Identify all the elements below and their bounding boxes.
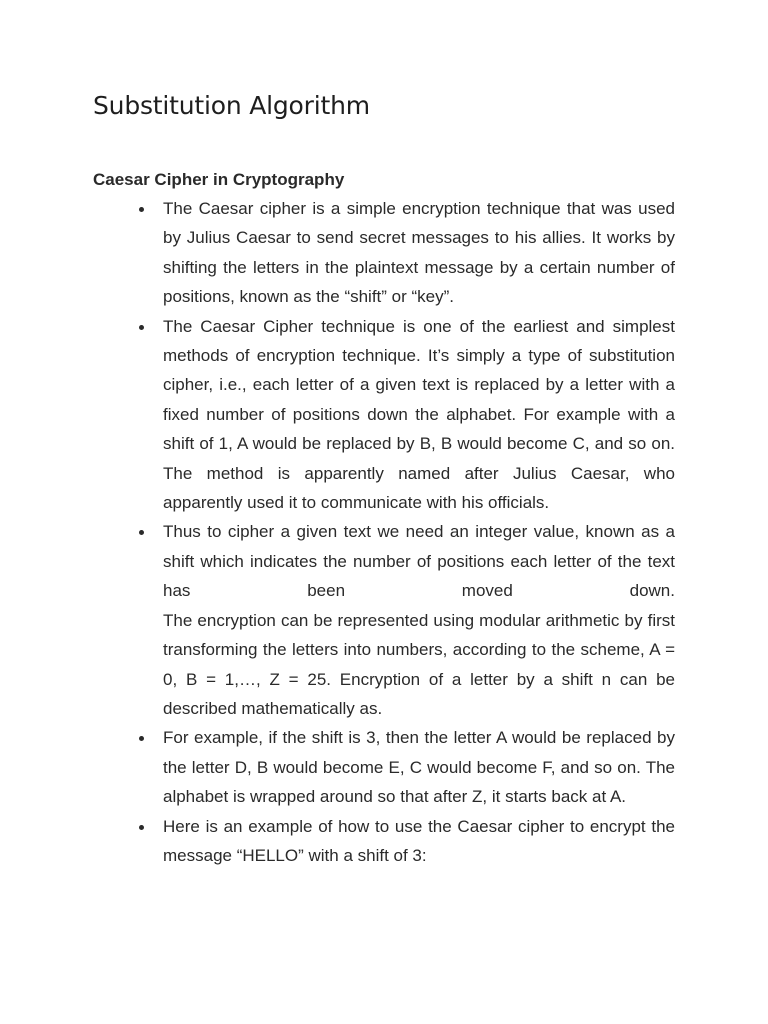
- bullet-icon: [139, 825, 144, 830]
- bullet-text-continued: The encryption can be represented using modular arithmetic by first transforming the letters into numbers, according to the scheme, A = 0, B = 1,…, Z = 25. Encryption of a letter by a shift n can be described mathematically as.: [163, 610, 675, 718]
- bullet-text: For example, if the shift is 3, then the letter A would be replaced by the letter D, B would become E, C would become F, and so on. The alphabet is wrapped around so that after Z, it starts back at A.: [163, 728, 675, 807]
- list-item: [93, 517, 675, 723]
- list-item: [93, 194, 675, 312]
- bullet-text: Here is an example of how to use the Caesar cipher to encrypt the message “HELLO” with a shift of 3:: [163, 816, 675, 865]
- bullet-text: The Caesar cipher is a simple encryption technique that was used by Julius Caesar to send secret messages to his allies. It works by shifting the letters in the plaintext message by a certain number of positions, known as the “shift” or “key”.: [163, 199, 675, 307]
- list-item: [93, 723, 675, 811]
- list-item: [93, 312, 675, 518]
- bullet-icon: [139, 325, 144, 330]
- bullet-list: [93, 194, 675, 870]
- bullet-icon: [139, 736, 144, 741]
- list-item: [93, 812, 675, 871]
- bullet-text: Thus to cipher a given text we need an integer value, known as a shift which indicates the number of positions each letter of the text has been moved down.: [163, 522, 675, 601]
- bullet-icon: [139, 530, 144, 535]
- bullet-text: The Caesar Cipher technique is one of the earliest and simplest methods of encryption technique. It’s simply a type of substitution cipher, i.e., each letter of a given text is replaced by a letter with a fixed number of positions down the alphabet. For example with a shift of 1, A would be replaced by B, B would become C, and so on. The method is apparently named after Julius Caesar, who apparently used it to communicate with his officials.: [163, 316, 675, 513]
- page-title: Substitution Algorithm: [93, 91, 370, 120]
- section-heading: Caesar Cipher in Cryptography: [93, 170, 345, 189]
- bullet-icon: [139, 207, 144, 212]
